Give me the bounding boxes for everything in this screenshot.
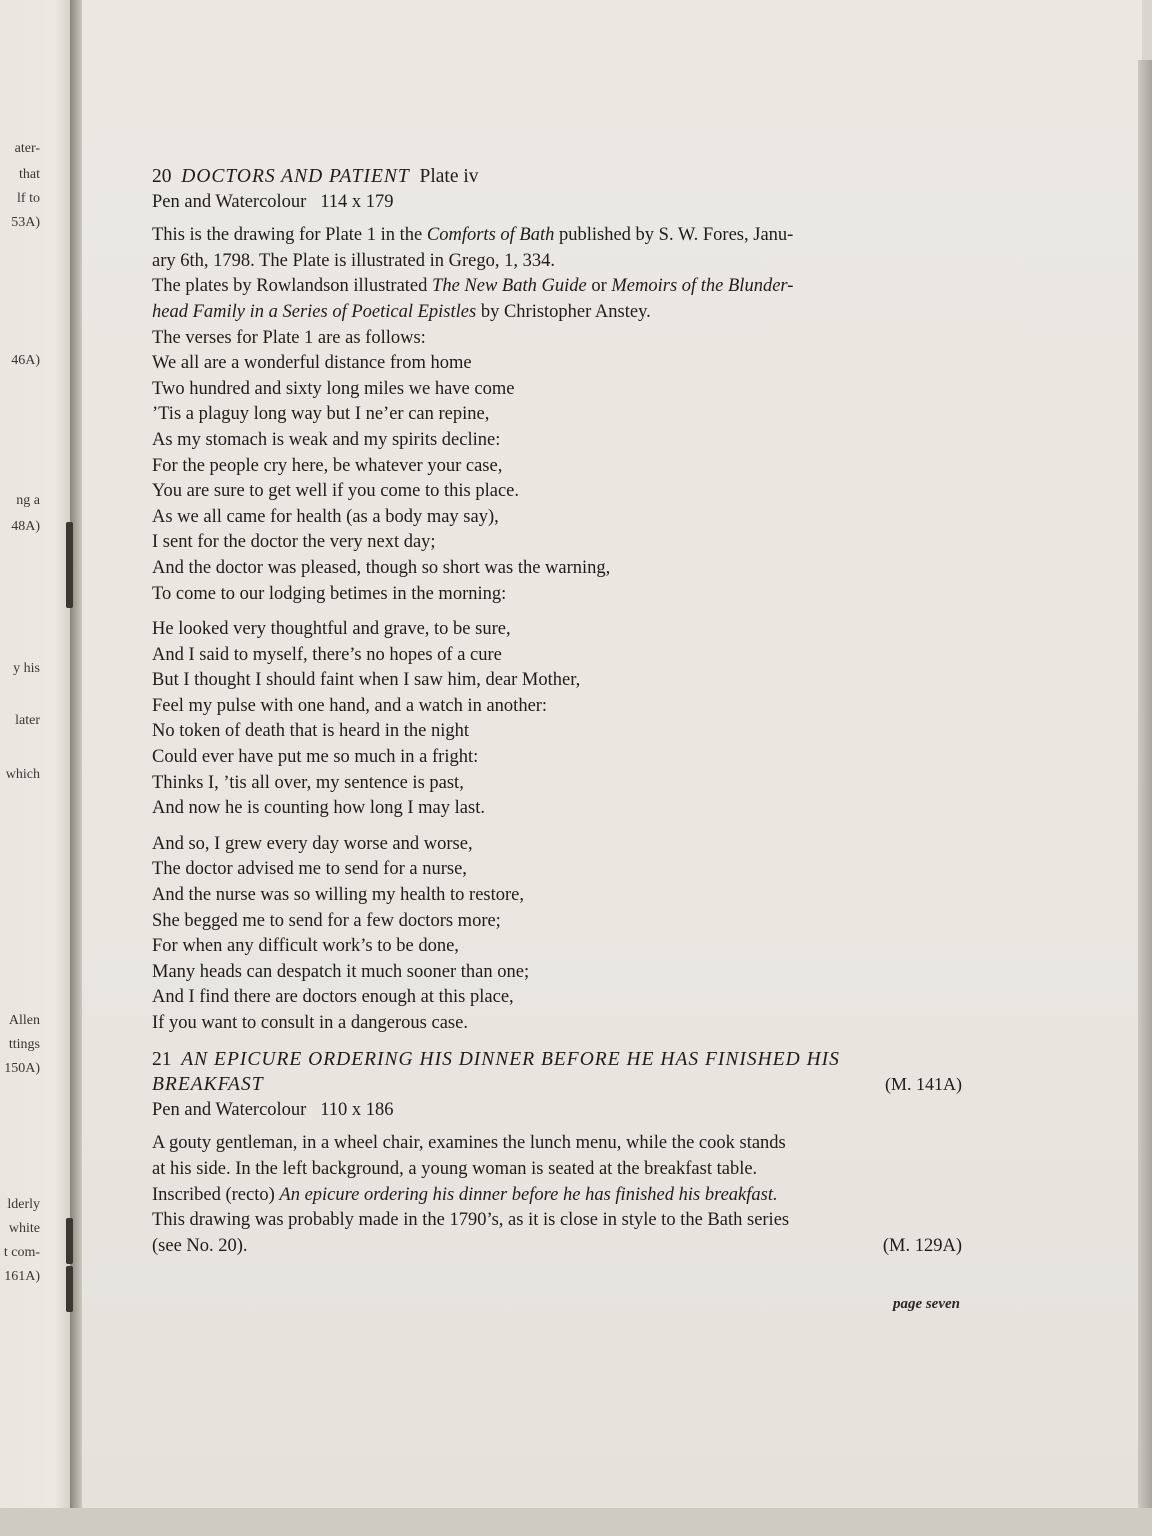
description-line: This drawing was probably made in the 1790’s, as it is close in style to the Bath series (152, 1210, 790, 1231)
description-line: The verses for Plate 1 are as follows: (152, 327, 426, 348)
description-line: This is the drawing for Plate 1 in the Comforts of Bath published by S. W. Fores, Janu- (152, 225, 794, 246)
medium: Pen and Watercolour (152, 1099, 307, 1120)
staple (66, 562, 73, 608)
verse-line: For the people cry here, be whatever your case, (152, 455, 503, 476)
verse-line: If you want to consult in a dangerous case. (152, 1013, 468, 1033)
staple (66, 1218, 73, 1264)
entry-number: 20 (152, 166, 172, 187)
verse-line: You are sure to get well if you come to this place. (152, 481, 520, 502)
staple (66, 1266, 73, 1312)
verse-line: Feel my pulse with one hand, and a watch in another: (152, 695, 548, 716)
page-content (152, 164, 962, 1259)
verse-line: As we all came for health (as a body may say), (152, 506, 499, 527)
verse-line: And I find there are doctors enough at this place, (152, 987, 514, 1008)
verse-line: And the nurse was so willing my health to restore, (152, 885, 524, 906)
verse-line: As my stomach is weak and my spirits decline: (152, 429, 501, 450)
facing-page-text: which (5, 767, 40, 782)
verse-line: To come to our lodging betimes in the morning: (152, 583, 507, 604)
description-line: ary 6th, 1798. The Plate is illustrated in Grego, 1, 334. (152, 250, 555, 271)
verses (152, 351, 962, 1036)
verse-line: And I said to myself, there’s no hopes of a cure (152, 644, 502, 665)
facing-page-text: lf to (17, 191, 40, 206)
facing-page-text: Allen (8, 1013, 40, 1028)
facing-page-text: t com- (3, 1245, 40, 1260)
facing-page-text: ater- (14, 141, 40, 156)
verse-line: And now he is counting how long I may last. (152, 798, 485, 819)
dimensions: 114 x 179 (320, 191, 394, 212)
description-line: The plates by Rowlandson illustrated The New Bath Guide or Memoirs of the Blunder- (152, 276, 794, 297)
entry-20-heading (152, 164, 962, 190)
verse-line: ’Tis a plaguy long way but I ne’er can repine, (152, 404, 490, 425)
entry-number: 21 (152, 1048, 172, 1070)
description-line: head Family in a Series of Poetical Epistles by Christopher Anstey. (152, 301, 651, 322)
verse-line: Many heads can despatch it much sooner than one; (152, 961, 530, 982)
facing-page-text: 161A) (4, 1269, 40, 1284)
verse-line: For when any difficult work’s to be done, (152, 936, 459, 957)
entry-21-heading (152, 1047, 962, 1098)
entry-20-medium (152, 190, 962, 216)
facing-page-text: 150A) (4, 1061, 40, 1076)
verse-line: Thinks I, ’tis all over, my sentence is past, (152, 772, 464, 793)
plate-ref: Plate iv (419, 166, 479, 187)
page-number: page seven (892, 1296, 960, 1312)
verse-line: I sent for the doctor the very next day; (152, 532, 436, 553)
catalogue-ref: (M. 129A) (882, 1235, 962, 1256)
facing-page-text: later (15, 713, 40, 728)
verse-line: But I thought I should faint when I saw him, dear Mother, (152, 670, 581, 691)
description-line: A gouty gentleman, in a wheel chair, examines the lunch menu, while the cook stands (152, 1133, 786, 1154)
facing-page-text: that (19, 167, 40, 182)
verse-line: The doctor advised me to send for a nurse, (152, 859, 467, 880)
facing-page-text: 48A) (11, 519, 40, 534)
facing-page-text: lderly (7, 1197, 40, 1212)
catalogue-ref: (M. 141A) (885, 1074, 962, 1095)
verse-line: Two hundred and sixty long miles we have come (152, 378, 515, 399)
entry-title: AN EPICURE ORDERING HIS DINNER BEFORE HE HAS FINISHED HIS (181, 1048, 840, 1070)
description-line: (see No. 20). (M. 129A) (152, 1234, 962, 1260)
facing-page-text: y his (13, 661, 40, 676)
verse-line: No token of death that is heard in the night (152, 721, 469, 742)
verse-line: And so, I grew every day worse and worse, (152, 833, 473, 854)
description-line: Inscribed (recto) An epicure ordering his dinner before he has finished his breakfast. (152, 1184, 778, 1205)
medium: Pen and Watercolour (152, 191, 307, 212)
facing-page-text: white (8, 1221, 40, 1236)
entry-title: DOCTORS AND PATIENT (181, 166, 410, 187)
entry-title-cont: BREAKFAST (152, 1074, 264, 1096)
facing-page-text: 46A) (11, 353, 40, 368)
verse-line: She begged me to send for a few doctors more; (152, 910, 501, 931)
verse-line: We all are a wonderful distance from home (152, 353, 472, 374)
table-surface (0, 1508, 1152, 1536)
verse-line: Could ever have put me so much in a fright: (152, 747, 479, 768)
description-line: at his side. In the left background, a young woman is seated at the breakfast table. (152, 1158, 758, 1179)
page-edge (1138, 60, 1152, 1510)
entry-21-medium (152, 1098, 962, 1124)
verse-line: And the doctor was pleased, though so short was the warning, (152, 557, 611, 578)
verse-line: He looked very thoughtful and grave, to be sure, (152, 619, 511, 640)
facing-page-text: 53A) (11, 215, 40, 230)
dimensions: 110 x 186 (320, 1099, 394, 1120)
facing-page-text: ng a (16, 493, 40, 508)
facing-page-text: ttings (8, 1037, 40, 1052)
